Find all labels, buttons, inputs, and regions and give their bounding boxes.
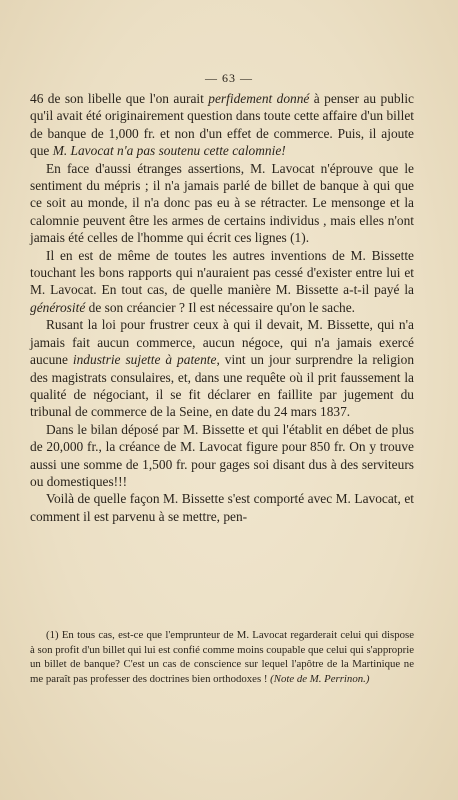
italic-text: perfidement donné <box>208 91 310 106</box>
body-text <box>30 90 414 525</box>
text-run: 46 de son libelle que l'on aurait <box>30 91 209 106</box>
text-run: En face d'aussi étranges assertions, M. Lavocat n'éprouve que le sentiment du mépris ; il n'a jamais parlé de billet de banque à qui que ce soit au monde, il n'a donc pas eu à se rétracter. Le mensonge et la calomnie peuvent être les armes de certains individus , mais elles n'ont jamais été celles de l'homme qui écrit ces lignes (1). <box>30 160 414 246</box>
page-number: — 63 — <box>205 71 253 85</box>
paragraph-continuation <box>30 90 414 160</box>
italic-text: M. Lavocat n'a pas soutenu cette calomnie! <box>52 143 286 159</box>
text-run: Rusant la loi pour frustrer ceux à qui il devait, M. Bissette, qui n'a jamais fait aucun commerce, aucun négoce, qui n'a jamais exercé aucune <box>30 317 414 368</box>
footnote-text: (1) En tous cas, est-ce que l'emprunteur de M. Lavocat regarderait celui qui dispose à son profit d'un billet qui lui est confié comme moins coupable que celui qui s'approprie un billet de banque? C'est un cas de conscience sur lequel l'apôtre de la Martinique ne me paraît pas professer des doctrines bien orthodoxes ! <box>30 629 414 685</box>
paragraph-inventions <box>30 247 414 317</box>
paragraph-faillite <box>30 316 414 420</box>
paragraph-assertions <box>30 160 414 247</box>
footnote-signature: (Note de M. Perrinon.) <box>270 672 370 685</box>
text-run: Il en est de même de toutes les autres inventions de M. Bissette touchant les bons rapports qui n'auraient pas cessé d'exister entre lui et M. Lavocat. En tout cas, de quelle manière M. Bissette a-t-il payé la <box>30 247 414 298</box>
text-run: Voilà de quelle façon M. Bissette s'est comporté avec M. Lavocat, et comment il est parvenu à se mettre, pen- <box>30 491 414 524</box>
text-run: Dans le bilan déposé par M. Bissette et qui l'établit en débet de plus de 20,000 fr., la créance de M. Lavocat figure pour 850 fr. On y trouve aussi une somme de 1,500 fr. pour gages soi disant dus à des serviteurs ou domestiques!!! <box>30 421 414 489</box>
text-run: , vint un jour surprendre la religion des magistrats consulaires, et, dans une requête où il prit faussement la qualité de négociant, il se fit déclarer en faillite par jugement du tribunal de commerce de la Seine, en date du 24 mars 1837. <box>30 352 415 420</box>
footnote <box>30 628 414 686</box>
italic-text: industrie sujette à patente <box>72 352 217 368</box>
text-run: à penser au public qu'il avait été originairement question dans toute cette affaire d'un billet de banque de 1,000 fr. et non d'un effet de commerce. Puis, il ajoute que <box>30 91 414 159</box>
italic-text: générosité <box>30 299 86 315</box>
text-run: de son créancier ? Il est nécessaire qu'on le sache. <box>85 299 356 315</box>
paragraph-bilan <box>30 421 414 491</box>
paragraph-conclusion <box>30 490 414 525</box>
